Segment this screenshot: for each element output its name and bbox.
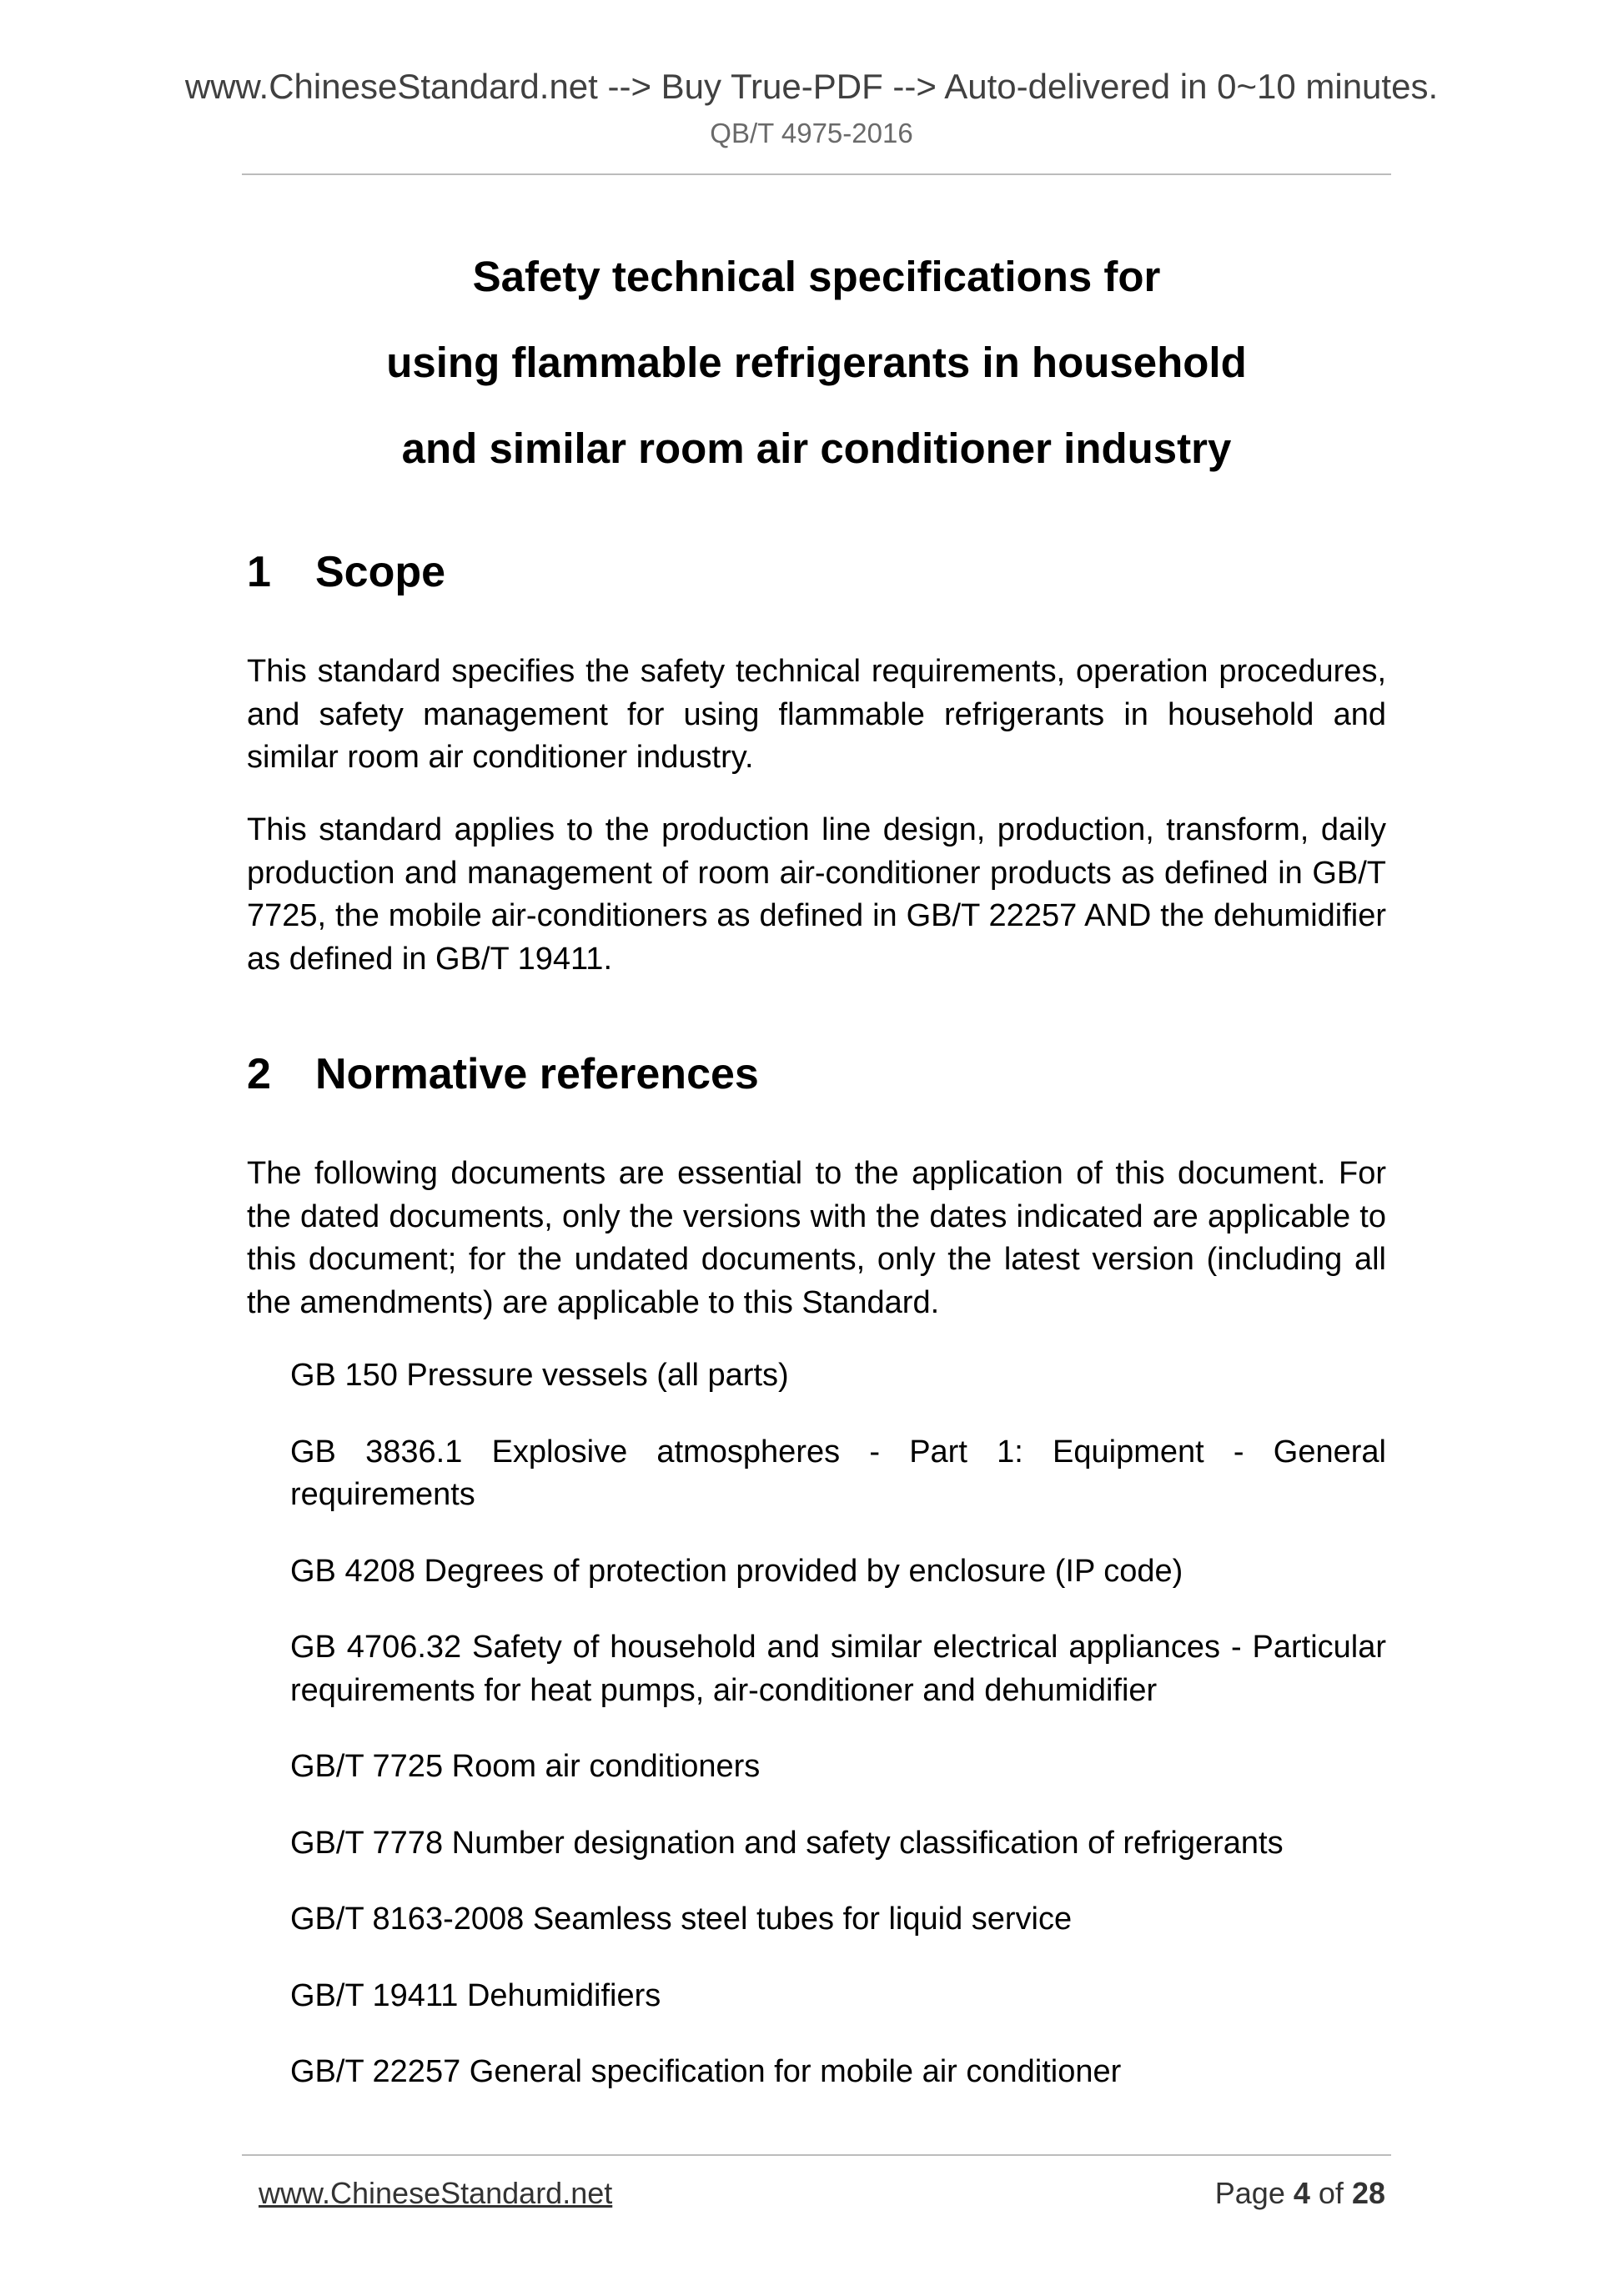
reference-item: GB/T 7778 Number designation and safety classification of refrigerants	[290, 1825, 1284, 1861]
page-indicator	[1215, 2175, 1385, 2212]
reference-item: GB/T 7725 Room air conditioners	[290, 1749, 761, 1784]
reference-item: GB/T 8163-2008 Seamless steel tubes for liquid service	[290, 1902, 1073, 1937]
section-heading-normative-references	[247, 1049, 759, 1099]
section-number: 2	[247, 1050, 271, 1098]
section-title: Normative references	[315, 1050, 759, 1098]
reference-item: GB/T 22257 General specification for mobile air conditioner	[290, 2054, 1122, 2089]
page-label: Page	[1214, 2176, 1285, 2210]
header-divider	[242, 173, 1391, 175]
title-line-1: Safety technical specifications for	[472, 253, 1161, 300]
title-line-2: using flammable refrigerants in household	[386, 339, 1247, 386]
reference-item: GB 3836.1 Explosive atmospheres - Part 1: Equipment - General requirements	[290, 1434, 1386, 1512]
reference-item: GB 4208 Degrees of protection provided by enclosure (IP code)	[290, 1553, 1183, 1589]
page-total: 28	[1351, 2176, 1385, 2210]
section-heading-scope	[247, 547, 445, 597]
reference-item: GB/T 19411 Dehumidifiers	[290, 1977, 661, 2013]
title-line-3: and similar room air conditioner industry	[401, 425, 1232, 472]
footer-site-link[interactable]: www.ChineseStandard.net	[259, 2176, 613, 2210]
scope-paragraph-1: This standard specifies the safety technical requirements, operation procedures, and safety management for using flammable refrigerants in household and similar room air conditioner industry.	[247, 654, 1386, 775]
header-banner: www.ChineseStandard.net --> Buy True-PDF --> Auto-delivered in 0~10 minutes.	[184, 67, 1439, 106]
standard-code: QB/T 4975-2016	[710, 118, 913, 148]
document-title	[242, 234, 1391, 491]
normative-intro-paragraph: The following documents are essential to the application of this document. For the dated documents, only the versions with the dates indicated are applicable to this document; for the undated documents, only the latest version (including all the amendments) are applicable to this Standard.	[247, 1156, 1386, 1320]
reference-item: GB 4706.32 Safety of household and similar electrical appliances - Particular requirements for heat pumps, air-conditioner and dehumidifier	[290, 1630, 1386, 1708]
section-number: 1	[247, 548, 271, 596]
section-title: Scope	[315, 548, 446, 596]
page-current: 4	[1293, 2176, 1310, 2210]
reference-item: GB 150 Pressure vessels (all parts)	[290, 1358, 789, 1393]
page-of: of	[1318, 2176, 1344, 2210]
scope-paragraph-2: This standard applies to the production line design, production, transform, daily production and management of room air-conditioner products as defined in GB/T 7725, the mobile air-conditioners as defined in GB/T 22257 AND the dehumidifier as defined in GB/T 19411.	[247, 812, 1386, 977]
reference-list	[290, 1354, 1386, 2128]
footer-divider	[242, 2154, 1391, 2156]
